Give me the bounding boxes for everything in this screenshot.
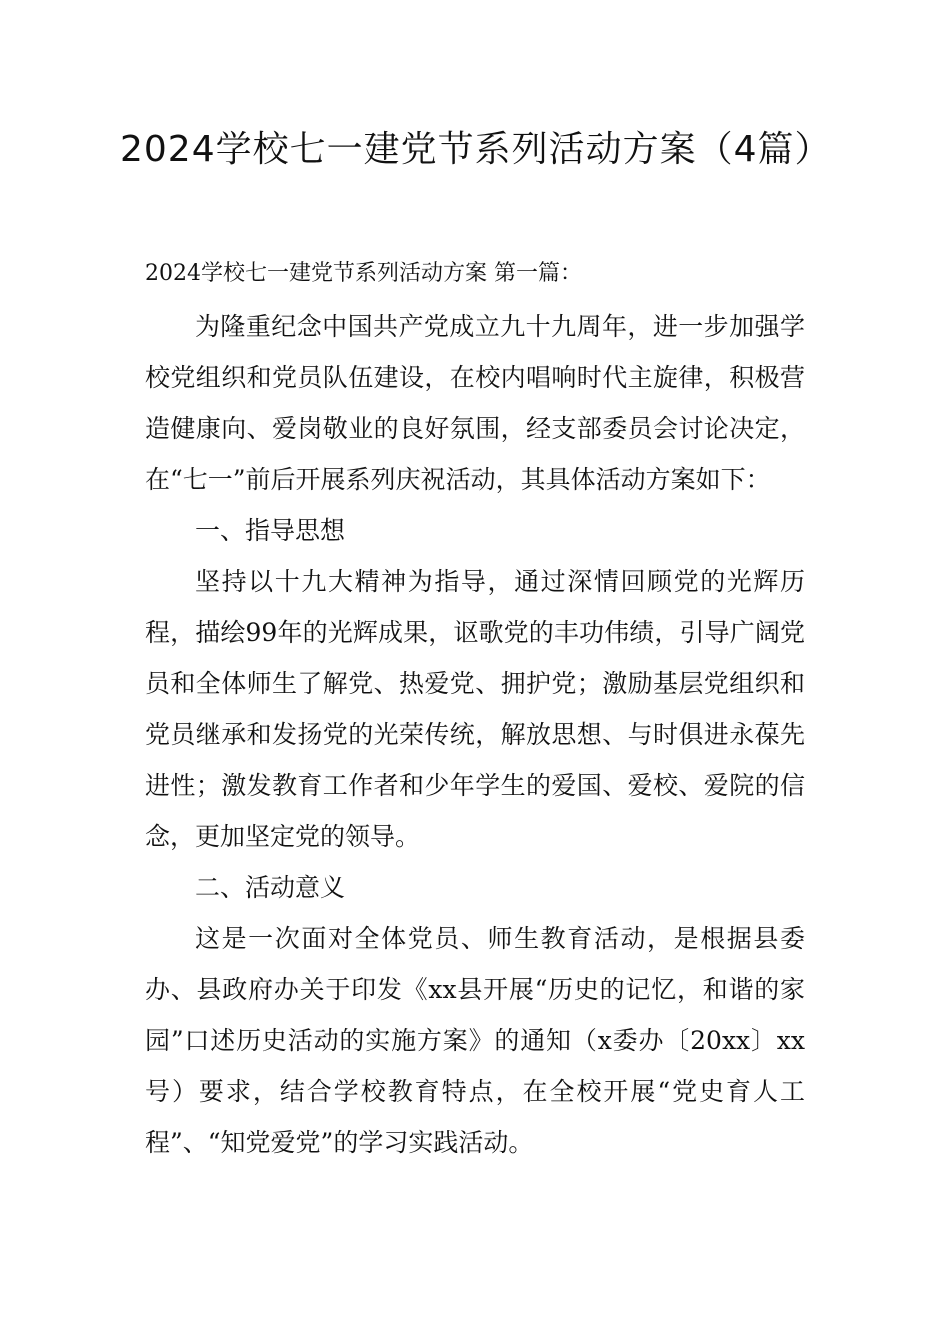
guiding-ideology-paragraph: 坚持以十九大精神为指导，通过深情回顾党的光辉历程，描绘99年的光辉成果，讴歌党的丰功伟绩，引导广阔党员和全体师生了解党、热爱党、拥护党；激励基层党组织和党员继承和发扬党的光荣传统，解放思想、与时俱进永葆先进性；激发教育工作者和少年学生的爱国、爱校、爱院的信念，更加坚定党的领导。 <box>145 567 805 851</box>
section-heading-significance: 二、活动意义 <box>195 873 346 902</box>
intro-paragraph: 为隆重纪念中国共产党成立九十九周年，进一步加强学校党组织和党员队伍建设，在校内唱响时代主旋律，积极营造健康向、爱岗敬业的良好氛围，经支部委员会讨论决定，在“七一”前后开展系列庆祝活动，其具体活动方案如下： <box>145 312 805 494</box>
document-body <box>145 250 805 1168</box>
section-subtitle: 2024学校七一建党节系列活动方案 第一篇： <box>145 261 582 286</box>
significance-paragraph: 这是一次面对全体党员、师生教育活动，是根据县委办、县政府办关于印发《xx县开展“历史的记忆，和谐的家园”口述历史活动的实施方案》的通知（x委办〔20xx〕xx号）要求，结合学校教育特点，在全校开展“党史育人工程”、“知党爱党”的学习实践活动。 <box>145 924 805 1157</box>
section-heading-guiding-ideology: 一、指导思想 <box>195 516 346 545</box>
document-title: 2024学校七一建党节系列活动方案（4篇） <box>120 129 832 170</box>
